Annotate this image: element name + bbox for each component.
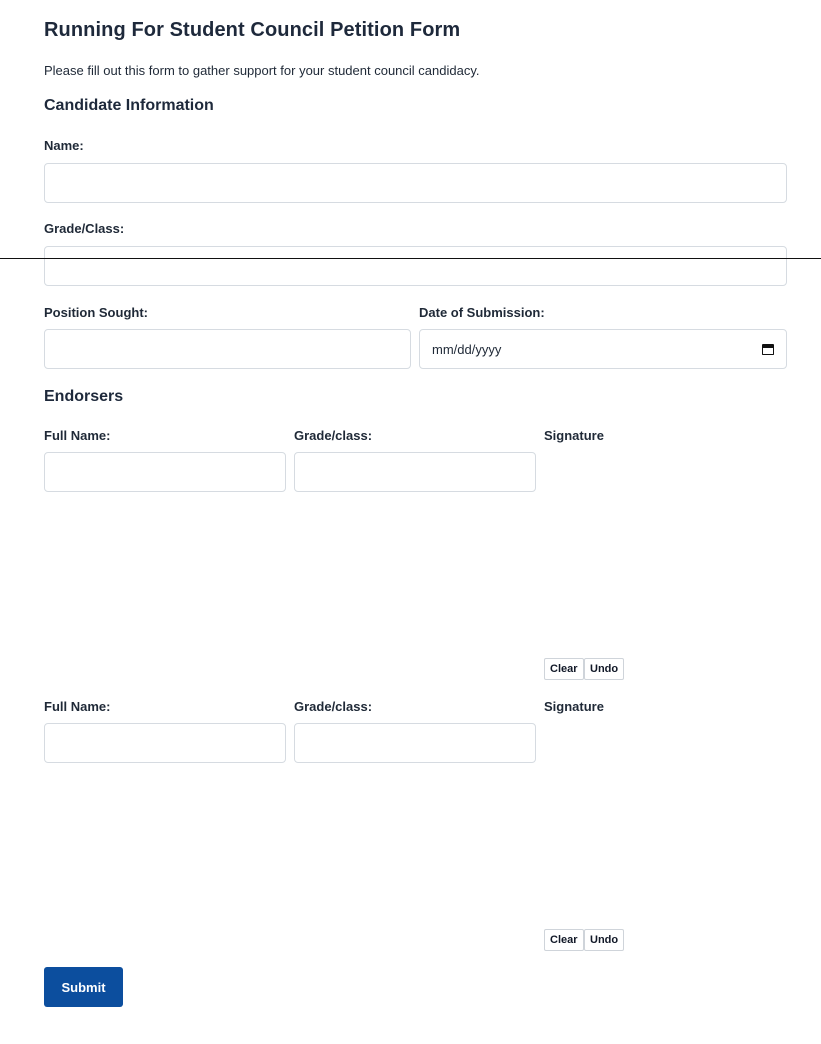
endorser-signature-label: Signature [544,699,604,714]
endorsers-section-title: Endorsers [44,388,124,405]
submit-button[interactable]: Submit [44,967,123,1007]
endorser-grade-class-label: Grade/class: [294,428,373,443]
candidate-section-title: Candidate Information [44,97,214,114]
date-placeholder: mm/dd/yyyy [432,341,502,357]
endorser-grade-class-input[interactable] [294,723,536,763]
endorser-full-name-input[interactable] [44,452,286,492]
grade-class-input[interactable] [44,246,787,286]
date-of-submission-input[interactable] [419,329,787,369]
signature-pad[interactable] [544,452,784,652]
signature-undo-button[interactable]: Undo [584,658,624,680]
grade-class-label: Grade/Class: [44,221,125,236]
endorser-signature-label: Signature [544,428,604,443]
name-label: Name: [44,138,84,153]
signature-clear-button[interactable]: Clear [544,929,584,951]
form-description: Please fill out this form to gather support for your student council candidacy. [44,63,480,78]
name-input[interactable] [44,163,787,203]
endorser-full-name-label: Full Name: [44,428,111,443]
calendar-icon[interactable] [762,343,774,355]
signature-pad[interactable] [544,723,784,923]
horizontal-divider [0,258,821,259]
endorser-grade-class-input[interactable] [294,452,536,492]
page-title: Running For Student Council Petition Form [44,19,461,41]
endorser-full-name-label: Full Name: [44,699,111,714]
date-of-submission-label: Date of Submission: [419,305,545,320]
position-sought-input[interactable] [44,329,411,369]
endorser-full-name-input[interactable] [44,723,286,763]
position-sought-label: Position Sought: [44,305,148,320]
endorser-grade-class-label: Grade/class: [294,699,373,714]
signature-clear-button[interactable]: Clear [544,658,584,680]
signature-undo-button[interactable]: Undo [584,929,624,951]
